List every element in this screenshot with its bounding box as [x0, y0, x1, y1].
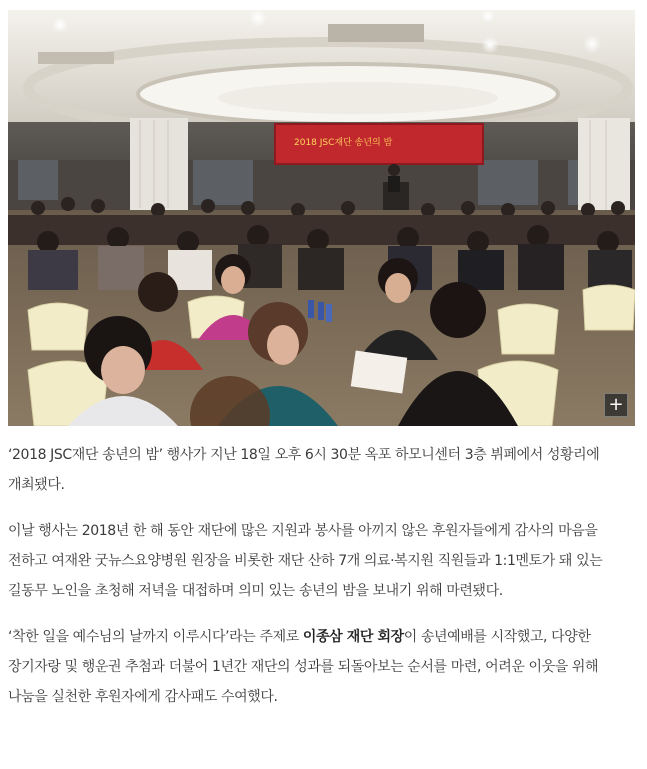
- paragraph-3-rest: 이 송년예배를 시작했고, 다양한 장기자랑 및 행운권 추첨과 더불어 1년간 재단의 성과를 되돌아보는 순서를 마련, 어려운 이웃을 위해 나눔을 실천한 후원자에게 감사패도 수여했다.: [8, 629, 599, 705]
- event-hall-image: [8, 10, 635, 426]
- article-photo[interactable]: [8, 10, 635, 426]
- article-body: [8, 440, 635, 712]
- article-paragraph-1: ‘2018 JSC재단 송년의 밤’ 행사가 지난 18일 오후 6시 30분 옥포 하모니센터 3층 뷔페에서 성황리에 개최됐다.: [8, 447, 600, 493]
- paragraph-3-lead: ‘착한 일을 예수님의 날까지 이루시다’라는 주제로: [8, 629, 303, 645]
- zoom-button[interactable]: +: [604, 393, 628, 417]
- article-paragraph-3: [8, 622, 635, 712]
- banner-text: 2018 JSC재단 송년의 밤: [294, 138, 393, 148]
- article-paragraph-2: 이날 행사는 2018년 한 해 동안 재단에 많은 지원과 봉사를 아끼지 않은 후원자들에게 감사의 마음을 전하고 여재완 굿뉴스요양병원 원장을 비롯한 재단 산하 7개 의료·복지원 직원들과 1:1멘토가 돼 있는 길동무 노인을 초청해 저녁을 대접하며 의미 있는 송년의 밤을 보내기 위해 마련됐다.: [8, 523, 603, 599]
- chairman-name: 이종삼 재단 회장: [302, 629, 404, 645]
